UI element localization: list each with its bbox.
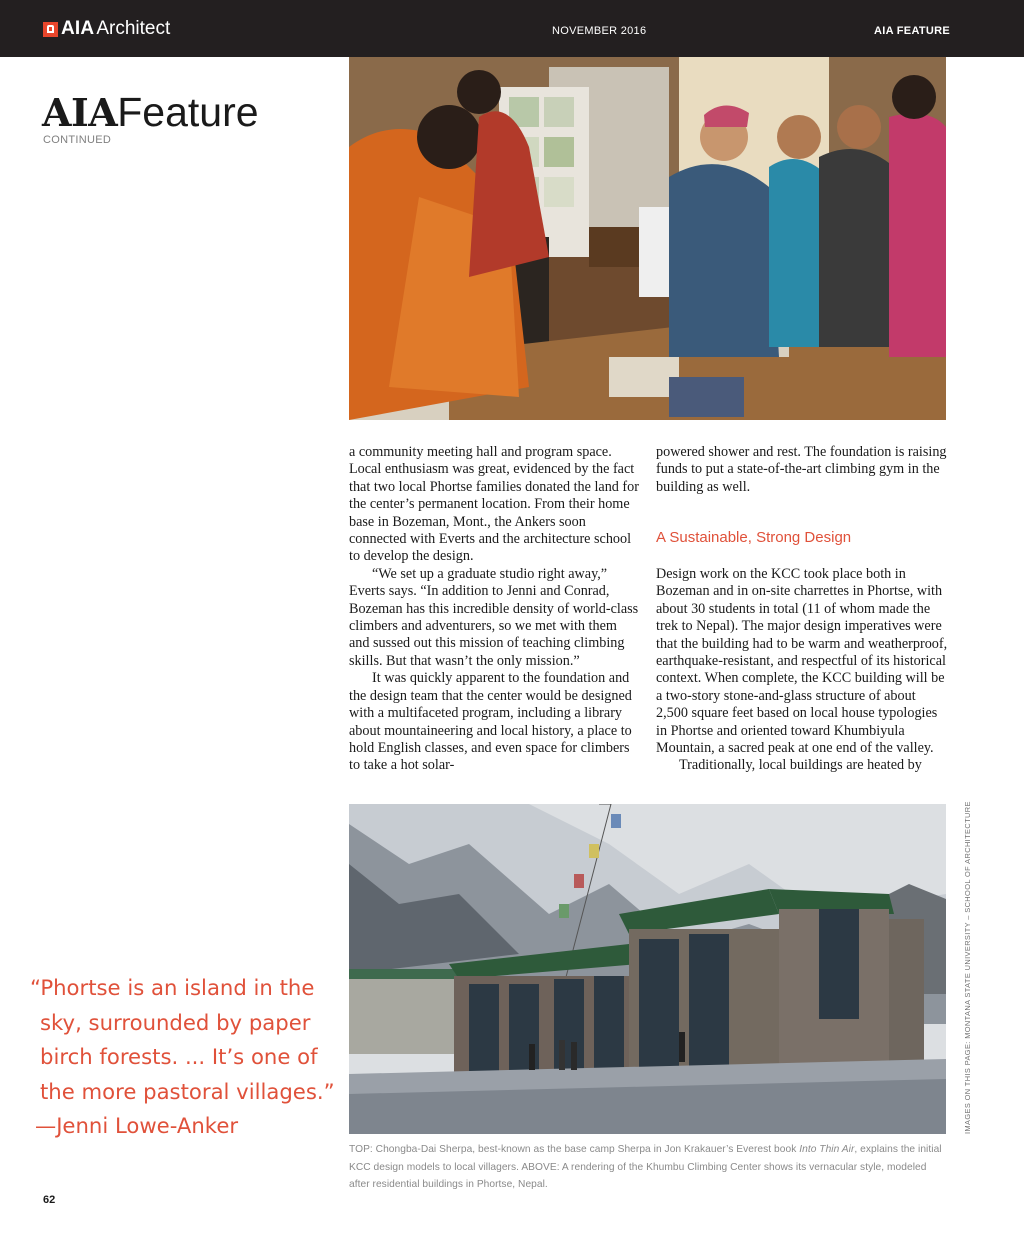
- rendering-illustration: [349, 804, 946, 1134]
- brand-bold: AIA: [61, 18, 95, 39]
- image-caption: [349, 1141, 949, 1194]
- aia-logo-icon: [43, 22, 58, 37]
- article-paragraph: Traditionally, local buildings are heated by: [679, 757, 922, 774]
- feature-title: [42, 86, 259, 139]
- pull-quote: [30, 971, 335, 1144]
- section-subhead: A Sustainable, Strong Design: [656, 529, 852, 546]
- article-paragraph: a community meeting hall and program space. Local enthusiasm was great, evidenced by the fact that two local Phortse families donated the land for the center’s permanent location. From their home base in Bozeman, Mont., the Ankers soon connected with Everts and the architecture school to develop the design.: [349, 444, 639, 565]
- aia-architect-logo[interactable]: [43, 18, 170, 40]
- continued-label: CONTINUED: [43, 134, 112, 146]
- photo-villagers-illustration: [349, 57, 946, 420]
- caption-book-title: Into Thin Air: [799, 1144, 855, 1155]
- article-paragraph: powered shower and rest. The foundation is raising funds to put a state-of-the-art climbing gym in the building as well.: [656, 444, 947, 495]
- article-paragraph: “We set up a graduate studio right away,” Everts says. “In addition to Jenni and Conrad, Bozeman has this incredible density of world-class climbers and adventurers, so we met with them and sussed out this mission of teaching climbing skills. But that wasn’t the only mission.”: [349, 565, 639, 669]
- feature-title-rest: Feature: [117, 89, 259, 135]
- pull-quote-line: “Phortse is an island in the: [30, 975, 315, 1000]
- page-number: 62: [43, 1194, 56, 1206]
- rendering-khumbu-climbing-center: [349, 804, 946, 1134]
- pull-quote-line: the more pastoral villages.”: [40, 1078, 335, 1104]
- article-column-1: [349, 444, 639, 775]
- article-column-2-top: [656, 444, 948, 496]
- pull-quote-line: birch forests. ... It’s one of: [40, 1044, 318, 1069]
- article-column-2: [656, 566, 948, 775]
- issue-date: NOVEMBER 2016: [552, 25, 647, 37]
- brand-rest: Architect: [96, 18, 171, 39]
- section-label: AIA FEATURE: [874, 25, 951, 37]
- feature-title-bold: AIA: [42, 90, 118, 135]
- photo-villagers-design-models: [349, 57, 946, 420]
- pull-quote-attribution: —Jenni Lowe-Anker: [35, 1113, 239, 1138]
- article-paragraph: Design work on the KCC took place both in Bozeman and in on-site charrettes in Phortse, with about 30 students in total (11 of whom made the trek to Nepal). The major design imperatives were that the building had to be warm and weatherproof, earthquake-resistant, and respectful of its historical context. When complete, the KCC building will be a two-story stone-and-glass structure of about 2,500 square feet based on local house typologies in Phortse and oriented toward Khumbiyula Mountain, a sacred peak at one end of the valley.: [656, 566, 948, 757]
- article-paragraph: It was quickly apparent to the foundation and the design team that the center would be designed with a multifaceted program, including a library about mountaineering and local history, a place to hold English classes, and even space for climbers to take a hot solar-: [349, 670, 632, 774]
- caption-part-2: , explains the initial KCC design models to local villagers. ABOVE: A rendering of the Khumbu Climbing Center shows its vernacular style, modeled after residential buildings in Phortse, Nepal.: [349, 1144, 942, 1190]
- pull-quote-line: sky, surrounded by paper: [40, 1009, 311, 1035]
- top-bar: [0, 0, 1024, 57]
- caption-part-1: TOP: Chongba-Dai Sherpa, best-known as the base camp Sherpa in Jon Krakauer’s Everest book: [349, 1144, 800, 1155]
- photo-credit: IMAGES ON THIS PAGE: MONTANA STATE UNIVERSITY – SCHOOL OF ARCHITECTURE: [963, 801, 972, 1134]
